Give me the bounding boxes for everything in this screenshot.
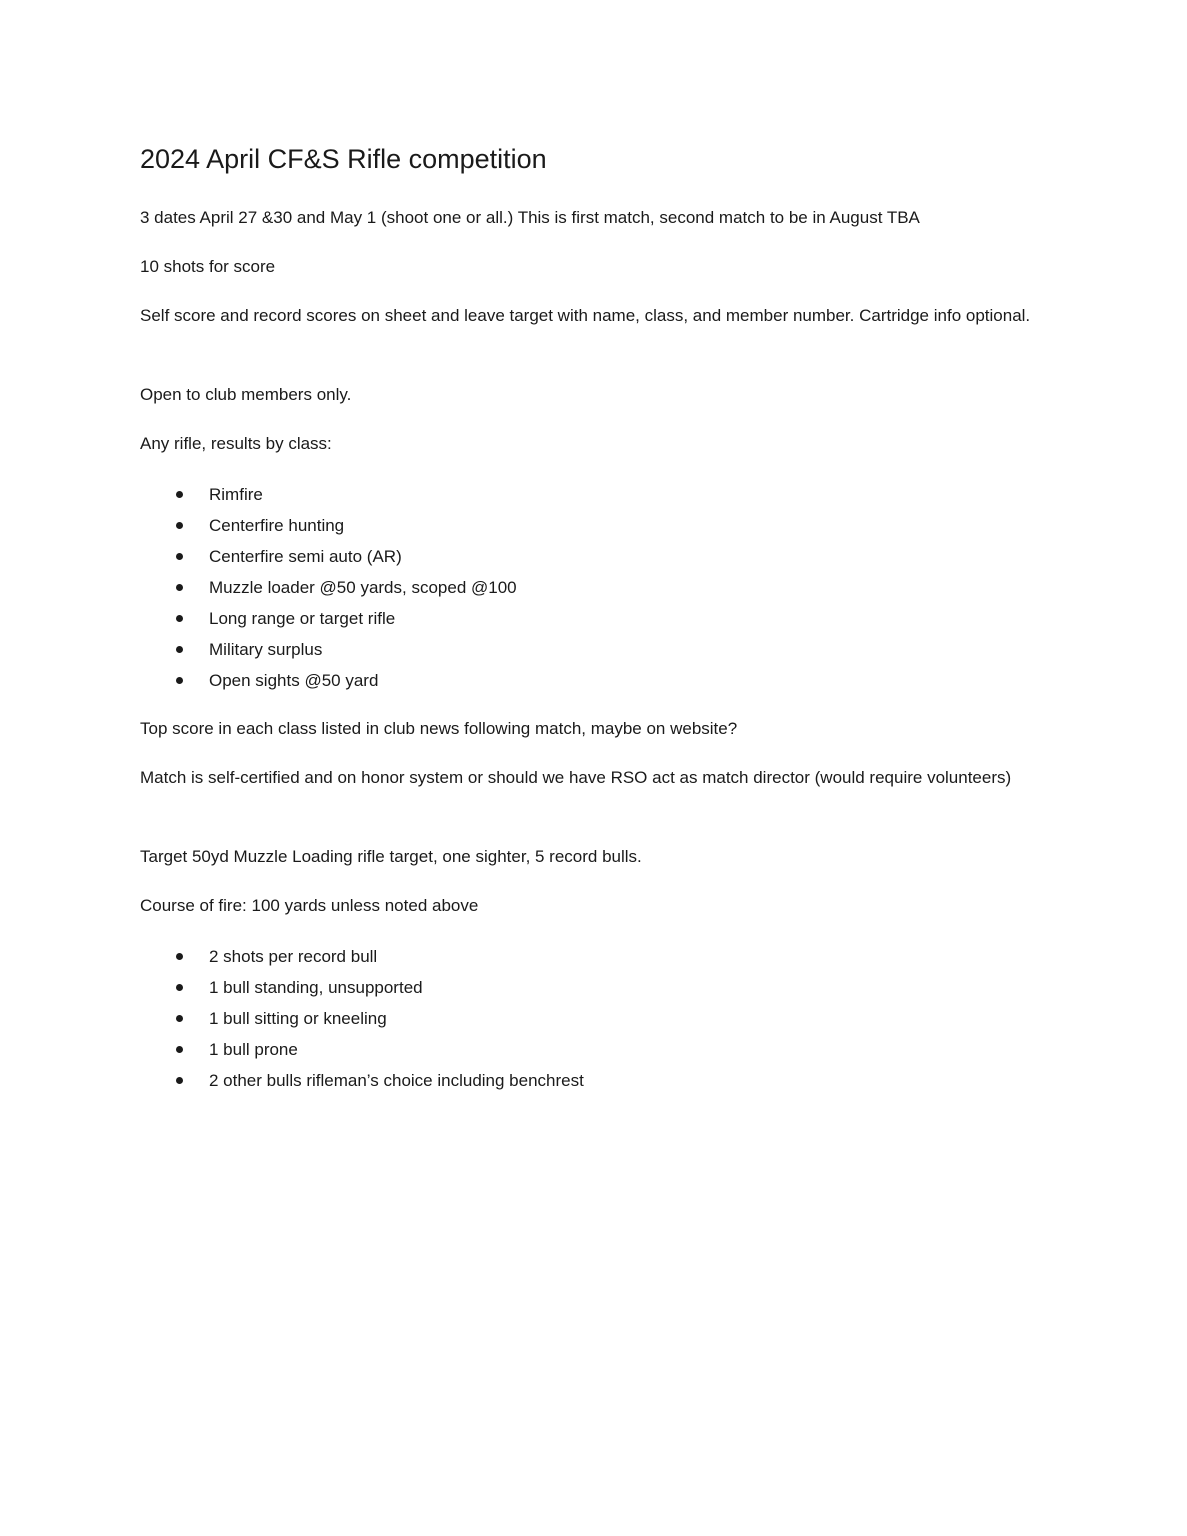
list-item-text: Centerfire semi auto (AR) — [209, 547, 402, 566]
list-item-text: Rimfire — [209, 485, 263, 504]
bullet-icon — [176, 553, 183, 560]
match-paragraph: Match is self-certified and on honor system or should we have RSO act as match director (would require volunteers) — [140, 768, 1012, 787]
list-item-text: Military surplus — [209, 640, 323, 659]
top-score-paragraph: Top score in each class listed in club news following match, maybe on website? — [140, 719, 738, 738]
list-item-text: 1 bull standing, unsupported — [209, 978, 423, 997]
bullet-icon — [176, 491, 183, 498]
bullet-icon — [176, 1077, 183, 1084]
any-rifle-paragraph: Any rifle, results by class: — [140, 434, 332, 453]
bullet-icon — [176, 584, 183, 591]
dates-paragraph: 3 dates April 27 &30 and May 1 (shoot one or all.) This is first match, second match to be in August TBA — [140, 208, 920, 227]
bullet-icon — [176, 1015, 183, 1022]
document-title: 2024 April CF&S Rifle competition — [140, 144, 547, 174]
course-paragraph: Course of fire: 100 yards unless noted above — [140, 896, 479, 915]
self-score-paragraph: Self score and record scores on sheet and leave target with name, class, and member number. Cartridge info optional. — [140, 306, 1031, 325]
bullet-icon — [176, 953, 183, 960]
shots-paragraph: 10 shots for score — [140, 257, 276, 276]
list-item-text: 1 bull sitting or kneeling — [209, 1009, 387, 1028]
list-item-text: Muzzle loader @50 yards, scoped @100 — [209, 578, 517, 597]
list-item-text: Open sights @50 yard — [209, 671, 379, 690]
bullet-icon — [176, 984, 183, 991]
document-page — [140, 0, 1060, 1536]
target-paragraph: Target 50yd Muzzle Loading rifle target, one sighter, 5 record bulls. — [140, 847, 642, 866]
bullet-icon — [176, 615, 183, 622]
list-item-text: 2 shots per record bull — [209, 947, 378, 966]
bullet-icon — [176, 677, 183, 684]
list-item-text: 1 bull prone — [209, 1040, 298, 1059]
bullet-icon — [176, 522, 183, 529]
bullet-icon — [176, 1046, 183, 1053]
list-item-text: Long range or target rifle — [209, 609, 396, 628]
open-to-paragraph: Open to club members only. — [140, 385, 352, 404]
bullet-icon — [176, 646, 183, 653]
list-item-text: Centerfire hunting — [209, 516, 345, 535]
list-item-text: 2 other bulls rifleman’s choice including benchrest — [209, 1071, 584, 1090]
